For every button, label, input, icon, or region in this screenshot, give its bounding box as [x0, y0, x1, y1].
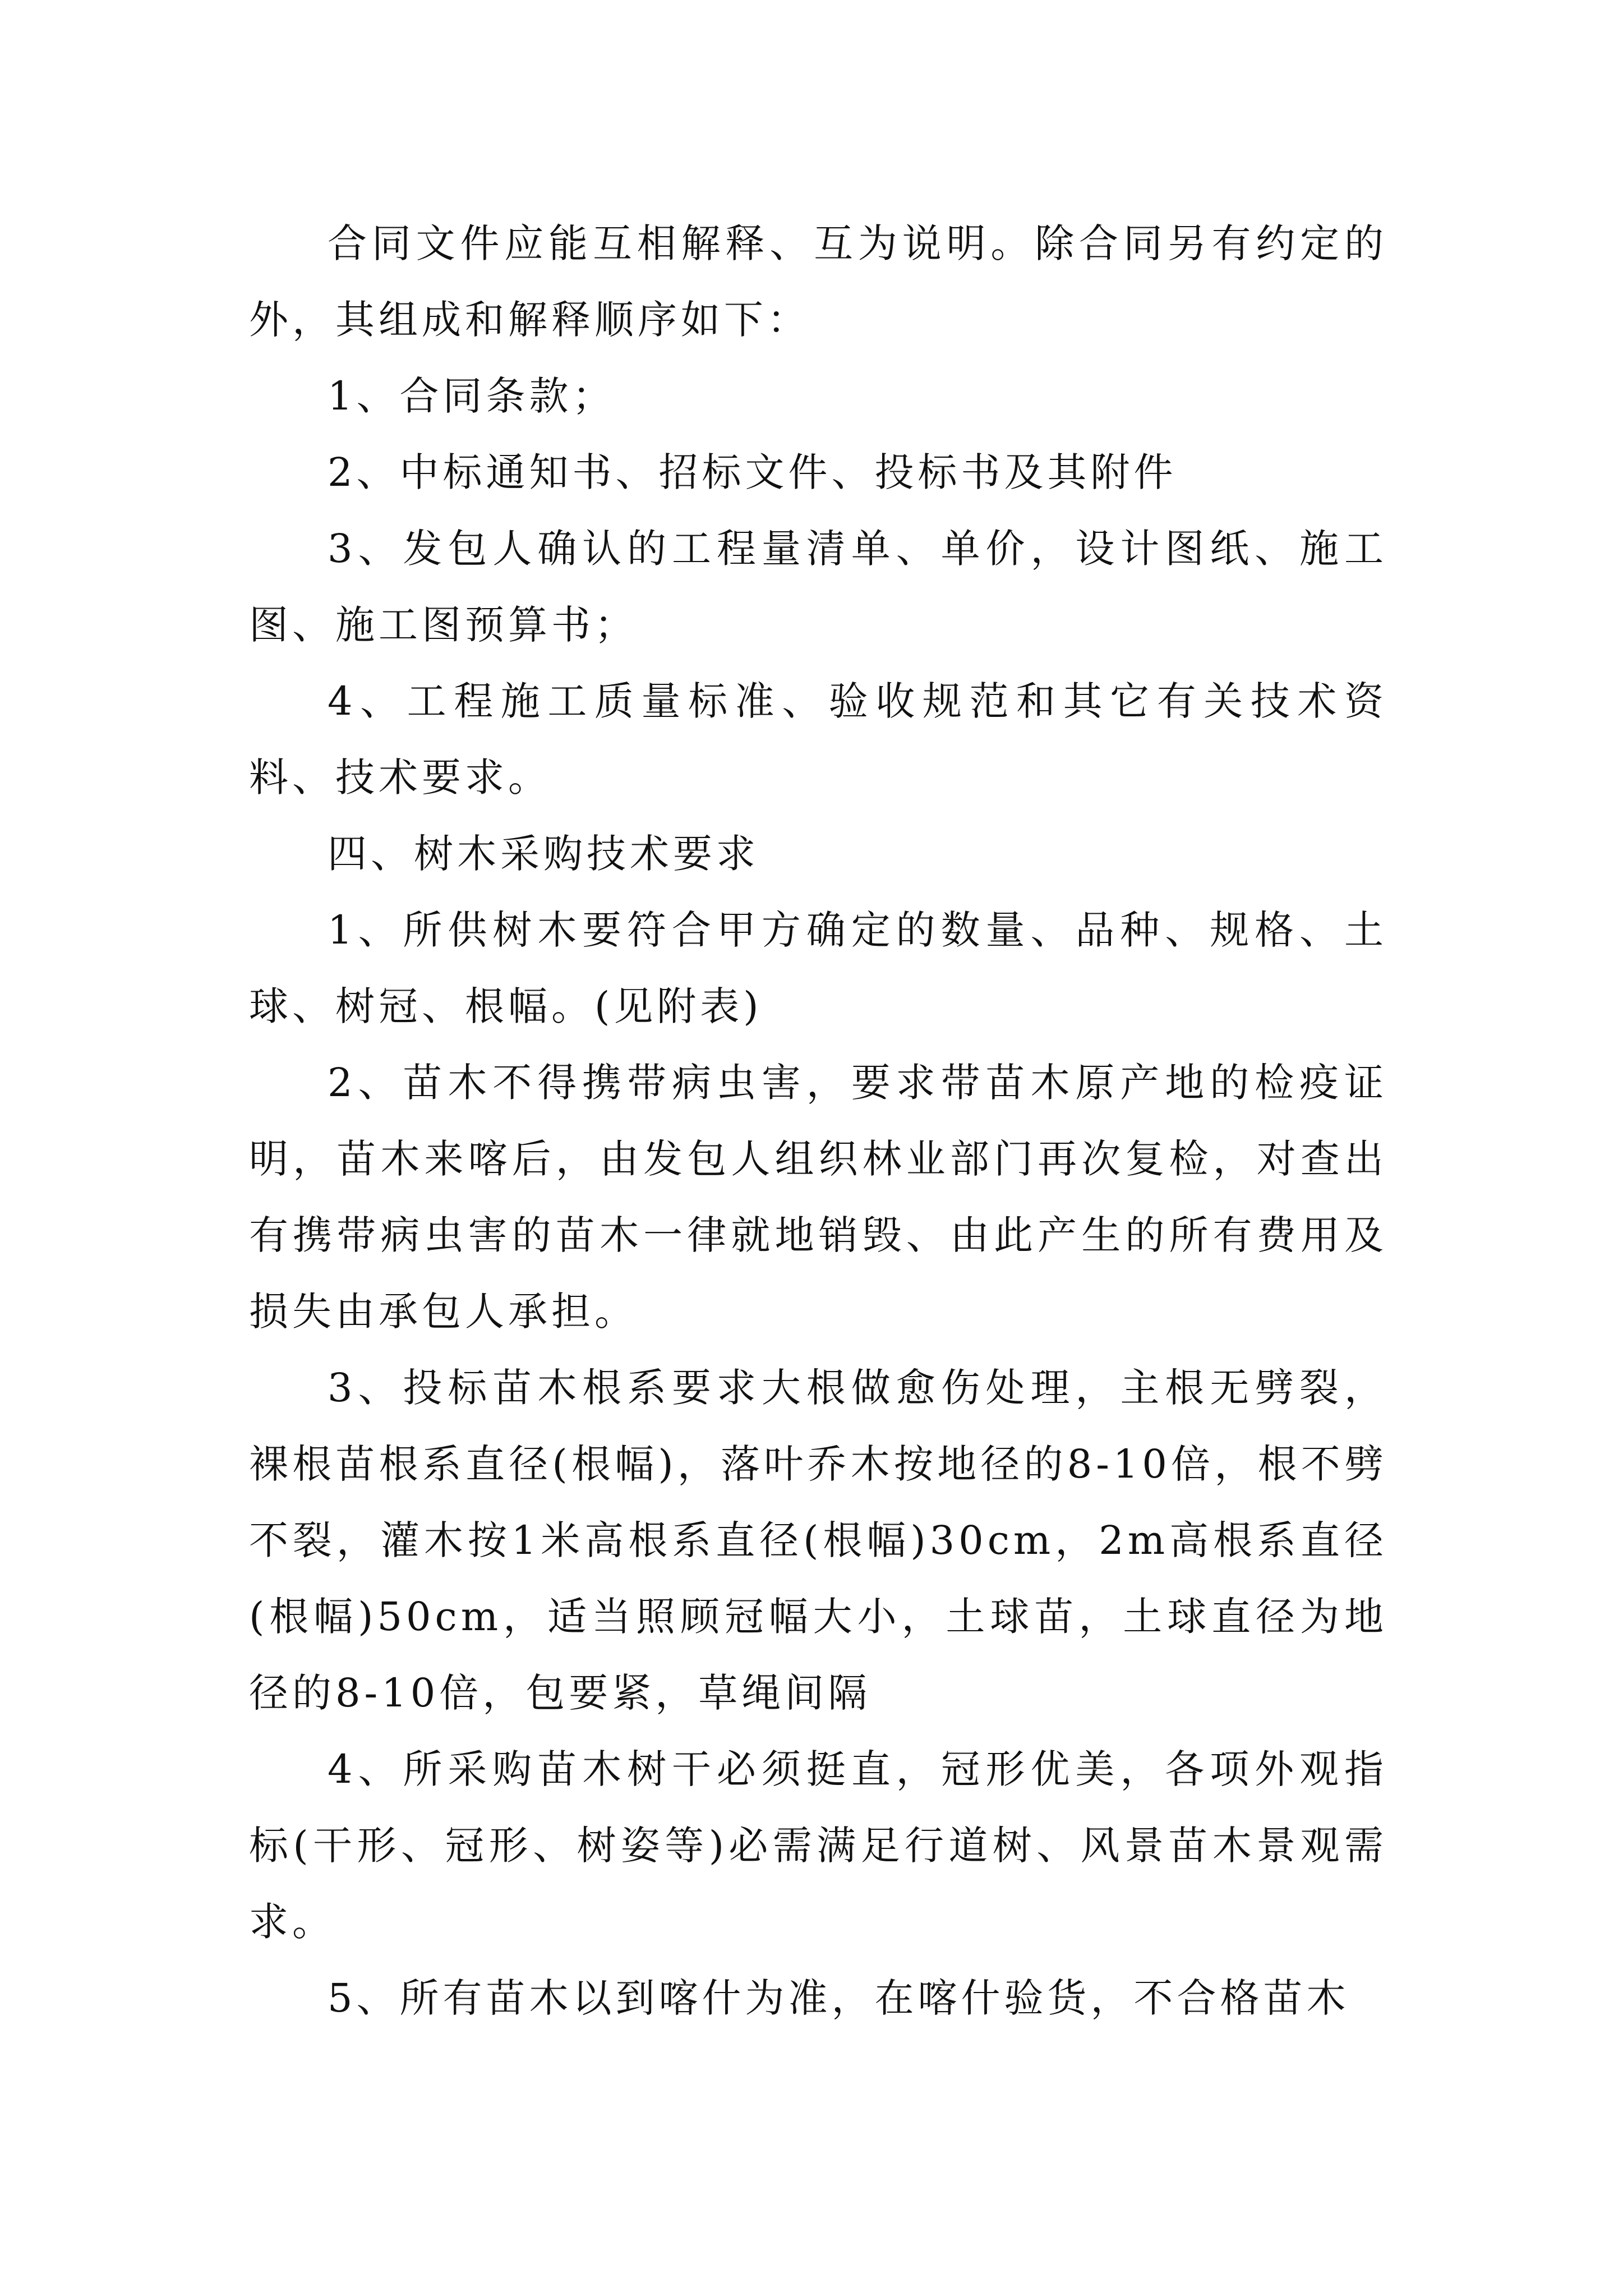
document-body [249, 205, 1387, 2036]
paragraph-contract-documents: 合同文件应能互相解释、互为说明。除合同另有约定的外，其组成和解释顺序如下： [249, 220, 1387, 343]
paragraph-req-5-acceptance: 5、所有苗木以到喀什为准，在喀什验货，不合格苗木 [328, 1975, 1350, 2021]
paragraph-item-2-tender-documents: 2、中标通知书、招标文件、投标书及其附件 [328, 449, 1177, 495]
paragraph-item-3-bill-of-quantities: 3、发包人确认的工程量清单、单价，设计图纸、施工图、施工图预算书； [249, 526, 1387, 648]
paragraph-req-4-appearance: 4、所采购苗木树干必须挺直，冠形优美，各项外观指标(干形、冠形、树姿等)必需满足行道树、风景苗木景观需求。 [249, 1746, 1387, 1945]
paragraph-req-2-quarantine: 2、苗木不得携带病虫害，要求带苗木原产地的检疫证明，苗木来喀后，由发包人组织林业部门再次复检，对查出有携带病虫害的苗木一律就地销毁、由此产生的所有费用及损失由承包人承担。 [249, 1060, 1387, 1335]
paragraph-item-4-quality-standards: 4、工程施工质量标准、验收规范和其它有关技术资料、技术要求。 [249, 678, 1387, 800]
section-heading-tree-procurement: 四、树木采购技术要求 [328, 831, 759, 877]
paragraph-req-3-root-system: 3、投标苗木根系要求大根做愈伤处理，主根无劈裂，裸根苗根系直径(根幅)，落叶乔木按地径的8-10倍，根不劈不裂，灌木按1米高根系直径(根幅)30cm，2m高根系直径(根幅)50cm，适当照顾冠幅大小，土球苗，土球直径为地径的8-10倍，包要紧，草绳间隔 [249, 1365, 1387, 1716]
paragraph-req-1-specifications: 1、所供树木要符合甲方确定的数量、品种、规格、土球、树冠、根幅。(见附表) [249, 907, 1387, 1029]
paragraph-item-1-contract-terms: 1、合同条款； [328, 373, 616, 419]
